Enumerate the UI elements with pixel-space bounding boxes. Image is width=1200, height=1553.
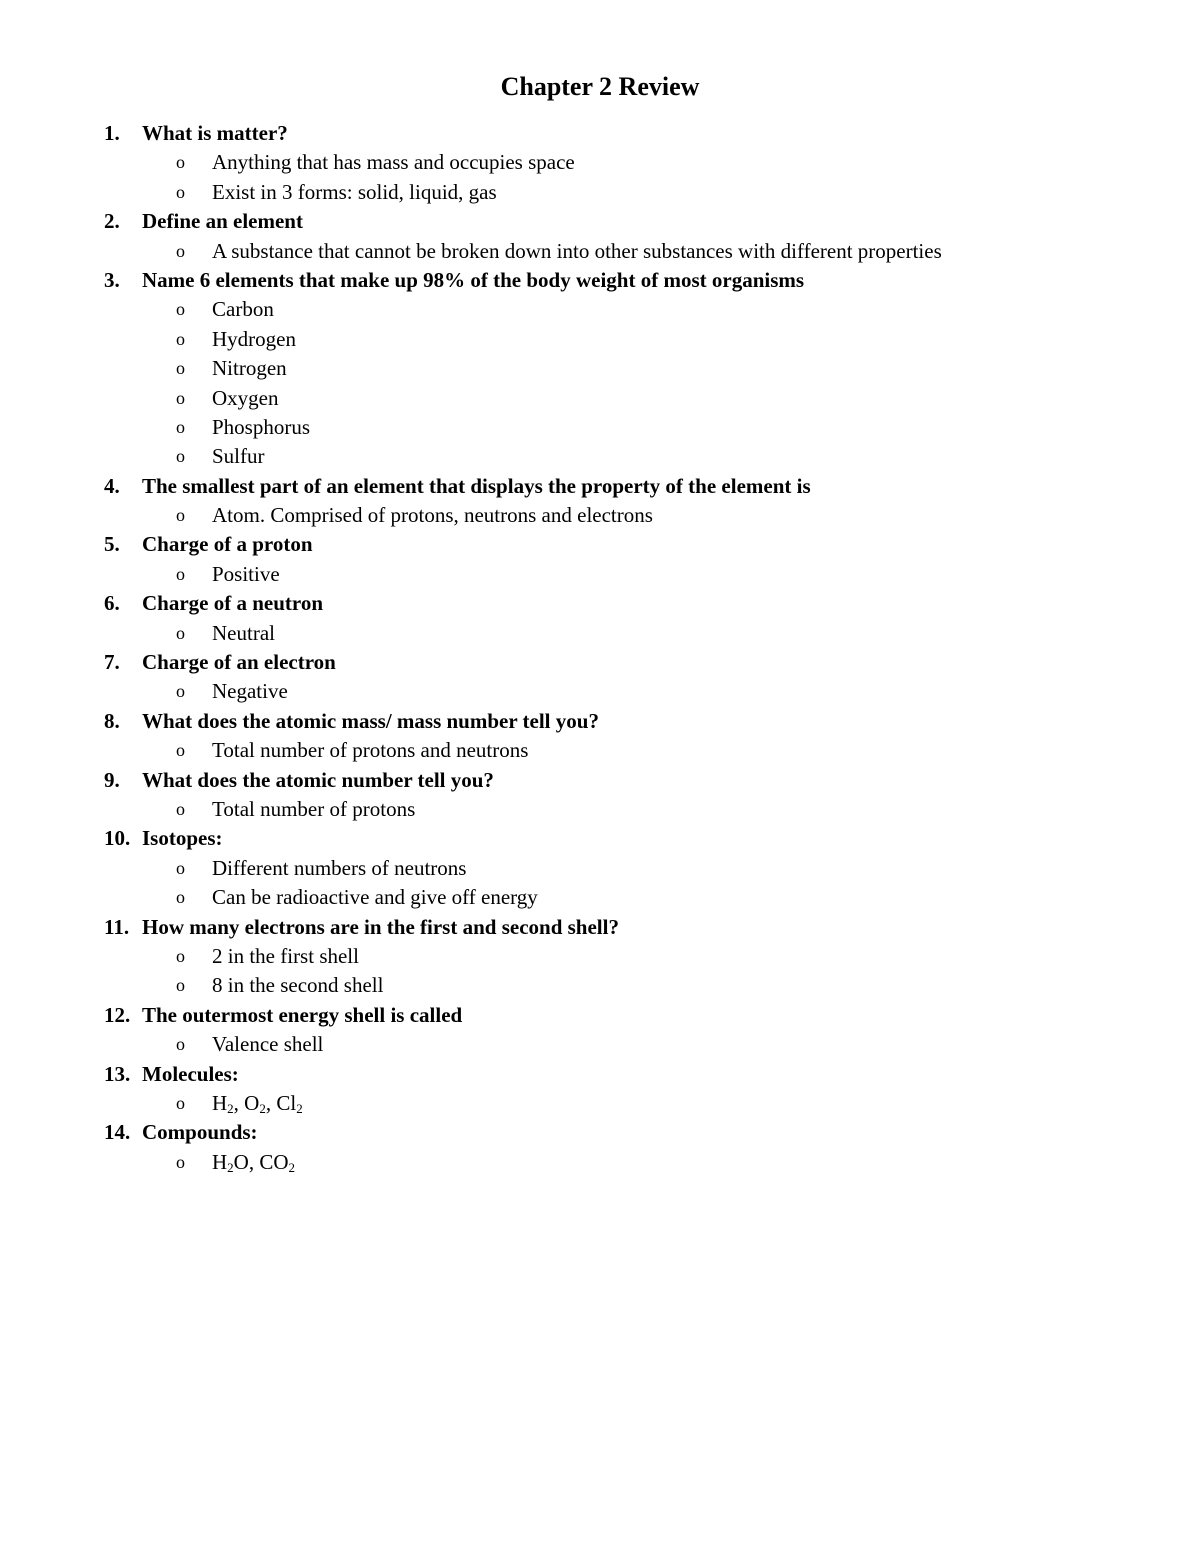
bullet-marker: o [176, 328, 185, 349]
answer-item [0, 501, 1200, 530]
bullet-marker: o [176, 563, 185, 584]
answer-list [0, 501, 1200, 530]
answer-text: Sulfur [212, 444, 265, 469]
answer-text: Nitrogen [212, 356, 287, 381]
answer-text: Negative [212, 679, 288, 704]
answer-list [0, 942, 1200, 1001]
question-item [0, 1001, 1200, 1060]
question-text: What is matter? [142, 121, 288, 145]
answer-text: 8 in the second shell [212, 973, 384, 998]
answer-list [0, 795, 1200, 824]
bullet-marker: o [176, 387, 185, 408]
answer-list [0, 148, 1200, 207]
answer-item [0, 1148, 1200, 1177]
question-number: 9. [104, 767, 120, 792]
answer-list [0, 237, 1200, 266]
question-number: 14. [104, 1120, 131, 1145]
question-number: 7. [104, 650, 120, 675]
bullet-marker: o [176, 681, 185, 702]
answer-list [0, 854, 1200, 913]
answer-item [0, 883, 1200, 912]
question-item [0, 589, 1200, 648]
answer-item [0, 384, 1200, 413]
bullet-marker: o [176, 152, 185, 173]
answer-item [0, 619, 1200, 648]
question-text: Molecules: [142, 1061, 239, 1086]
question-text: How many electrons are in the first and second shell? [142, 914, 619, 939]
answer-item [0, 237, 1200, 266]
answer-item [0, 1089, 1200, 1118]
question-number: 4. [104, 473, 120, 498]
answer-item [0, 677, 1200, 706]
question-number: 6. [104, 591, 120, 616]
page-title: Chapter 2 Review [500, 72, 700, 101]
question-number: 13. [104, 1061, 131, 1086]
bullet-marker: o [176, 622, 185, 643]
answer-list [0, 677, 1200, 706]
question-number: 5. [104, 532, 120, 557]
bullet-marker: o [176, 416, 185, 437]
question-text: What does the atomic number tell you? [142, 767, 494, 792]
question-item [0, 207, 1200, 266]
answer-text: Valence shell [212, 1032, 324, 1057]
answer-text: Oxygen [212, 385, 279, 410]
answer-item [0, 795, 1200, 824]
answer-text: Total number of protons [212, 796, 416, 821]
answer-text: 2 in the first shell [212, 943, 359, 968]
answer-item [0, 442, 1200, 471]
bullet-marker: o [176, 446, 185, 467]
question-list [0, 119, 1200, 1177]
question-item [0, 530, 1200, 589]
answer-text: Positive [212, 561, 280, 586]
question-number: 12. [104, 1002, 131, 1027]
question-item [0, 913, 1200, 1001]
question-item [0, 119, 1200, 207]
question-text: Charge of an electron [142, 650, 336, 675]
question-number: 8. [104, 708, 120, 733]
answer-text: Phosphorus [212, 414, 311, 439]
answer-text: Anything that has mass and occupies space [212, 150, 575, 175]
answer-text: Different numbers of neutrons [212, 855, 467, 880]
answer-item [0, 1030, 1200, 1059]
answer-item [0, 354, 1200, 383]
question-number: 10. [104, 826, 131, 851]
question-item [0, 266, 1200, 472]
question-text: The outermost energy shell is called [142, 1002, 463, 1027]
bullet-marker: o [176, 240, 185, 261]
answer-list [0, 736, 1200, 765]
question-number: 3. [104, 267, 120, 292]
bullet-marker: o [176, 1092, 185, 1113]
answer-text: Total number of protons and neutrons [212, 738, 529, 763]
bullet-marker: o [176, 740, 185, 761]
question-item [0, 824, 1200, 912]
bullet-marker: o [176, 857, 185, 878]
question-text: Charge of a neutron [142, 591, 324, 616]
answer-list [0, 295, 1200, 471]
answer-text: Can be radioactive and give off energy [212, 885, 538, 910]
bullet-marker: o [176, 299, 185, 320]
question-item [0, 472, 1200, 531]
answer-list [0, 619, 1200, 648]
answer-list [0, 1089, 1200, 1118]
bullet-marker: o [176, 945, 185, 966]
question-item [0, 1060, 1200, 1119]
question-text: Name 6 elements that make up 98% of the body weight of most organisms [142, 267, 805, 292]
question-text: Isotopes: [142, 826, 223, 851]
answer-list [0, 560, 1200, 589]
answer-list [0, 1148, 1200, 1177]
answer-list [0, 1030, 1200, 1059]
question-text: Compounds: [142, 1120, 258, 1145]
answer-text: Neutral [212, 620, 275, 645]
question-number: 11. [104, 914, 130, 939]
answer-text: $H_2$, $O_2$, $Cl_2$ [212, 1090, 303, 1116]
question-text: The smallest part of an element that displays the property of the element is [142, 473, 811, 498]
question-text: What does the atomic mass/ mass number tell you? [142, 708, 599, 733]
answer-item [0, 325, 1200, 354]
question-item [0, 766, 1200, 825]
bullet-marker: o [176, 181, 185, 202]
answer-text: Carbon [212, 297, 274, 322]
question-number: 1. [104, 121, 120, 145]
question-text: Define an element [142, 209, 303, 234]
bullet-marker: o [176, 1034, 185, 1055]
bullet-marker: o [176, 975, 185, 996]
answer-item [0, 736, 1200, 765]
answer-text: Exist in 3 forms: solid, liquid, gas [212, 179, 497, 204]
answer-item [0, 413, 1200, 442]
answer-item [0, 148, 1200, 177]
bullet-marker: o [176, 887, 185, 908]
question-item [0, 648, 1200, 707]
answer-item [0, 942, 1200, 971]
question-item [0, 1118, 1200, 1177]
question-item [0, 707, 1200, 766]
bullet-marker: o [176, 1151, 185, 1172]
bullet-marker: o [176, 798, 185, 819]
answer-item [0, 971, 1200, 1000]
bullet-marker: o [176, 505, 185, 526]
question-text: Charge of a proton [142, 532, 313, 557]
answer-text: A substance that cannot be broken down into other substances with different properties [212, 238, 942, 263]
answer-text: Hydrogen [212, 326, 296, 351]
question-number: 2. [104, 209, 120, 234]
answer-item [0, 178, 1200, 207]
answer-text: Atom. Comprised of protons, neutrons and electrons [212, 503, 653, 528]
answer-text: $H_2O$, $CO_2$ [212, 1149, 296, 1175]
bullet-marker: o [176, 358, 185, 379]
answer-item [0, 854, 1200, 883]
answer-item [0, 295, 1200, 324]
answer-item [0, 560, 1200, 589]
